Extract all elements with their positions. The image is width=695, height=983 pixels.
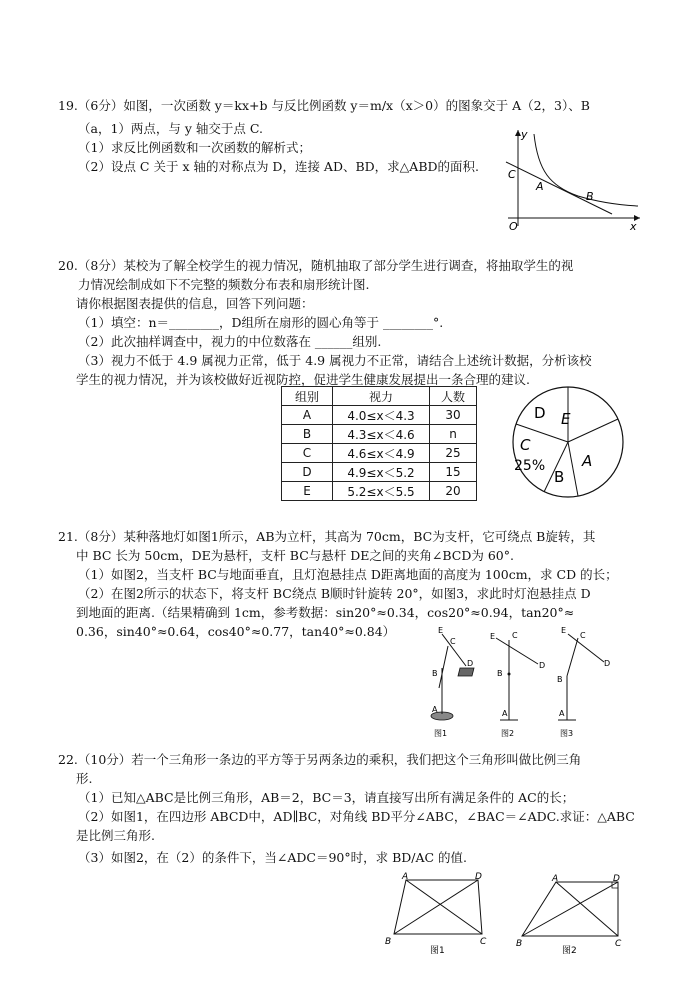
support-pole-bc <box>567 638 578 676</box>
diagonal-bd <box>394 880 478 934</box>
fig1-label-e: E <box>438 626 444 635</box>
q20-line-5: （2）此次抽样调查中，视力的中位数落在 ______组别. <box>78 334 382 349</box>
lampshade <box>458 668 474 676</box>
q22-line-4: （2）如图1，在四边形 ABCD中，AD∥BC，对角线 BD平分∠ABC，∠BAC＝∠ADC.求证：△ABC <box>78 809 635 824</box>
q20-line-1: 20.（8分）某校为了解全校学生的视力情况，随机抽取了部分学生进行调查，将抽取学生的视 <box>58 258 574 273</box>
fig1-label-d: D <box>475 872 482 882</box>
pie-chart <box>506 384 630 500</box>
table-cell: 4.3≤x＜4.6 <box>333 425 430 444</box>
pie-divider <box>568 419 618 442</box>
fig3-label-d: D <box>604 659 611 668</box>
q20-line-4: （1）填空：n＝________，D组所在扇形的圆心角等于 ________°. <box>78 315 444 330</box>
fig2-label-d: D <box>613 874 620 884</box>
fig2-label-a: A <box>502 709 508 718</box>
table-cell: E <box>282 482 333 501</box>
q22-line-5: 是比例三角形. <box>76 828 155 843</box>
q19-line-3: （1）求反比例函数和一次函数的解析式； <box>78 140 311 155</box>
table-cell: n <box>430 425 477 444</box>
lamp-figure-2 <box>490 631 545 738</box>
fig1-label-a: A <box>402 872 409 882</box>
fig2-label-d: D <box>539 661 546 670</box>
x-axis-label: x <box>630 220 637 232</box>
pie-label-d: D <box>534 404 546 422</box>
q20-line-2: 力情况绘制成如下不完整的频数分布表和扇形统计图. <box>78 277 370 292</box>
support-pole-bc <box>439 646 448 688</box>
fig3-caption: 图3 <box>560 729 574 738</box>
q21-line-3: （1）如图2，当支杆 BC与地面垂直，且灯泡悬挂点 D距离地面的高度为 100cm，求 CD 的长； <box>78 567 618 582</box>
fig1-label-b: B <box>385 937 392 947</box>
quadrilateral-figure-2 <box>514 872 630 956</box>
table-header: 组别 <box>282 387 333 406</box>
q22-line-3: （1）已知△ABC是比例三角形，AB＝2，BC＝3，请直接写出所有满足条件的 AC的长； <box>78 790 575 805</box>
fig2-caption: 图2 <box>501 729 515 738</box>
fig3-label-e: E <box>561 626 567 635</box>
fig2-label-c: C <box>615 939 622 949</box>
q21-line-6: 0.36，sin40°≈0.64，cos40°≈0.77，tan40°≈0.84） <box>76 624 396 639</box>
fig3-label-a: A <box>559 709 565 718</box>
point-c-label: C <box>508 168 516 181</box>
q19-line-2: （a，1）两点，与 y 轴交于点 C. <box>78 121 263 136</box>
q19-line-1: 19.（6分）如图，一次函数 y＝kx+b 与反比例函数 y＝m/x（x＞0）的图象交于 A（2，3）、B <box>58 98 590 113</box>
q19-function-graph <box>498 126 648 232</box>
q22-line-2: 形. <box>76 771 93 786</box>
point-a-label: A <box>536 180 544 193</box>
table-row <box>282 482 477 501</box>
fig1-label-c: C <box>450 637 456 646</box>
table-row <box>282 444 477 463</box>
fig1-label-d: D <box>467 659 474 668</box>
diagonal-bd <box>522 882 618 936</box>
table-cell: B <box>282 425 333 444</box>
fig1-label-b: B <box>432 669 438 678</box>
q22-line-1: 22.（10分）若一个三角形一条边的平方等于另两条边的乘积，我们把这个三角形叫做比例三角 <box>58 752 582 767</box>
table-cell: 20 <box>430 482 477 501</box>
table-cell: 4.0≤x＜4.3 <box>333 406 430 425</box>
q19-line-4: （2）设点 C 关于 x 轴的对称点为 D，连接 AD、BD，求△ABD的面积. <box>78 159 480 174</box>
table-cell: A <box>282 406 333 425</box>
lamp-figure-1 <box>431 626 474 738</box>
q21-line-2: 中 BC 长为 50cm，DE为悬杆，支杆 BC与悬杆 DE之间的夹角∠BCD为 60°. <box>76 548 514 563</box>
fig1-label-a: A <box>432 705 438 714</box>
table-header: 人数 <box>430 387 477 406</box>
table-row <box>282 425 477 444</box>
pie-divider <box>568 442 578 496</box>
hanging-pole-de <box>568 634 604 662</box>
q20-line-6: （3）视力不低于 4.9 属视力正常，低于 4.9 属视力不正常，请结合上述统计数据，分析该校 <box>78 353 592 368</box>
diagonal-ac <box>406 880 482 934</box>
linear-function-line <box>506 162 612 214</box>
q20-line-7: 学生的视力情况，并为该校做好近视防控，促进学生健康发展提出一条合理的建议. <box>76 372 530 387</box>
table-row <box>282 463 477 482</box>
table-cell: 15 <box>430 463 477 482</box>
pie-label-e: E <box>561 410 571 428</box>
pie-label-a: A <box>582 452 593 470</box>
diagonal-ac <box>556 882 618 936</box>
table-cell: D <box>282 463 333 482</box>
table-header: 视力 <box>333 387 430 406</box>
floor-lamp-figures <box>422 624 618 740</box>
q21-line-5: 到地面的距离.（结果精确到 1cm，参考数据：sin20°≈0.34，cos20°≈0.94，tan20°≈ <box>76 605 575 620</box>
fig2-label-b: B <box>497 669 503 678</box>
point-b-dot <box>508 673 511 676</box>
hanging-pole-de <box>496 638 538 664</box>
table-cell: 4.9≤x＜5.2 <box>333 463 430 482</box>
table-cell: 30 <box>430 406 477 425</box>
lamp-figure-3 <box>557 626 610 738</box>
fig2-label-b: B <box>516 939 523 949</box>
table-cell: C <box>282 444 333 463</box>
q21-line-1: 21.（8分）某种落地灯如图1所示，AB为立杆，其高为 70cm，BC为支杆，它可绕点 B旋转，其 <box>58 529 596 544</box>
fig2-label-e: E <box>490 632 496 641</box>
frequency-table <box>281 386 477 501</box>
point-b-label: B <box>586 190 594 203</box>
table-header-row <box>282 387 477 406</box>
fig3-label-c: C <box>580 631 586 640</box>
pie-label-b: B <box>554 468 565 486</box>
pie-label-percent: 25% <box>514 458 546 474</box>
fig1-label-c: C <box>480 937 487 947</box>
fig1-caption: 图1 <box>434 729 448 738</box>
q20-line-3: 请你根据图表提供的信息，回答下列问题： <box>76 296 314 311</box>
fig2-caption: 图2 <box>562 946 577 956</box>
table-row <box>282 406 477 425</box>
pie-label-c: C <box>520 436 531 454</box>
q21-line-4: （2）在图2所示的状态下，将支杆 BC绕点 B顺时针旋转 20°，如图3，求此时灯泡悬挂点 D <box>78 586 591 601</box>
table-cell: 25 <box>430 444 477 463</box>
fig3-label-b: B <box>557 675 563 684</box>
fig1-caption: 图1 <box>430 946 445 956</box>
fig2-label-a: A <box>552 874 559 884</box>
y-axis-label: y <box>521 128 528 141</box>
q22-line-6: （3）如图2，在（2）的条件下，当∠ADC＝90°时，求 BD/AC 的值. <box>78 850 468 865</box>
table-cell: 4.6≤x＜4.9 <box>333 444 430 463</box>
quadrilateral-figure-1 <box>382 872 494 956</box>
table-cell: 5.2≤x＜5.5 <box>333 482 430 501</box>
origin-label: O <box>509 220 518 232</box>
fig2-label-c: C <box>512 631 518 640</box>
